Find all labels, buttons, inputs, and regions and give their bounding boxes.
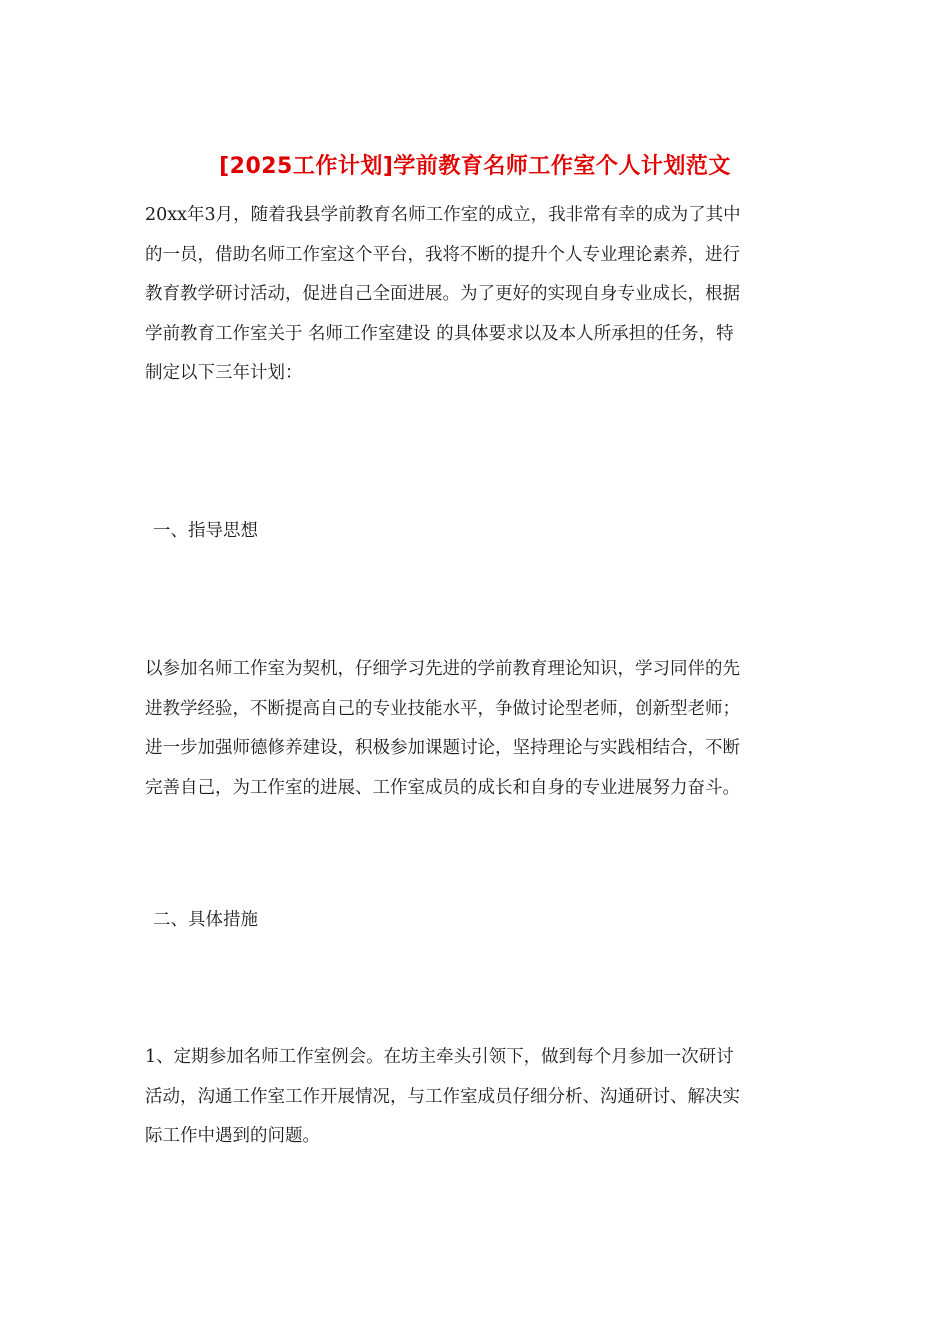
section-heading-specific-measures: 二、具体措施 — [153, 910, 258, 930]
guiding-line-2: 进教学经验，不断提高自己的专业技能水平，争做讨论型老师，创新型老师； — [145, 698, 740, 719]
intro-line-1: 20xx年3月，随着我县学前教育名师工作室的成立，我非常有幸的成为了其中 — [145, 205, 741, 225]
guiding-line-3: 进一步加强师德修养建设，积极参加课题讨论，坚持理论与实践相结合，不断 — [145, 738, 740, 758]
intro-line-3: 教育教学研讨活动，促进自己全面进展。为了更好的实现自身专业成长，根据 — [145, 284, 740, 304]
intro-line-4: 学前教育工作室关于 名师工作室建设 的具体要求以及本人所承担的任务，特 — [145, 323, 734, 344]
intro-line-2: 的一员，借助名师工作室这个平台，我将不断的提升个人专业理论素养，进行 — [145, 244, 740, 265]
guiding-line-1: 以参加名师工作室为契机，仔细学习先进的学前教育理论知识，学习同伴的先 — [145, 659, 740, 679]
measure-line-2: 活动，沟通工作室工作开展情况，与工作室成员仔细分析、沟通研讨、解决实 — [145, 1086, 740, 1107]
intro-line-5: 制定以下三年计划： — [145, 363, 303, 383]
document-title: [2025工作计划]学前教育名师工作室个人计划范文 — [219, 154, 731, 179]
guiding-ideology-paragraph — [145, 650, 810, 808]
section-heading-guiding-ideology: 一、指导思想 — [153, 521, 258, 541]
measure-item-1-paragraph — [145, 1038, 810, 1157]
measure-line-3: 际工作中遇到的问题。 — [145, 1126, 320, 1146]
intro-paragraph — [145, 196, 810, 394]
measure-line-1: 1、定期参加名师工作室例会。在坊主牵头引领下，做到每个月参加一次研讨 — [145, 1047, 734, 1067]
guiding-line-4: 完善自己，为工作室的进展、工作室成员的成长和自身的专业进展努力奋斗。 — [145, 777, 740, 798]
